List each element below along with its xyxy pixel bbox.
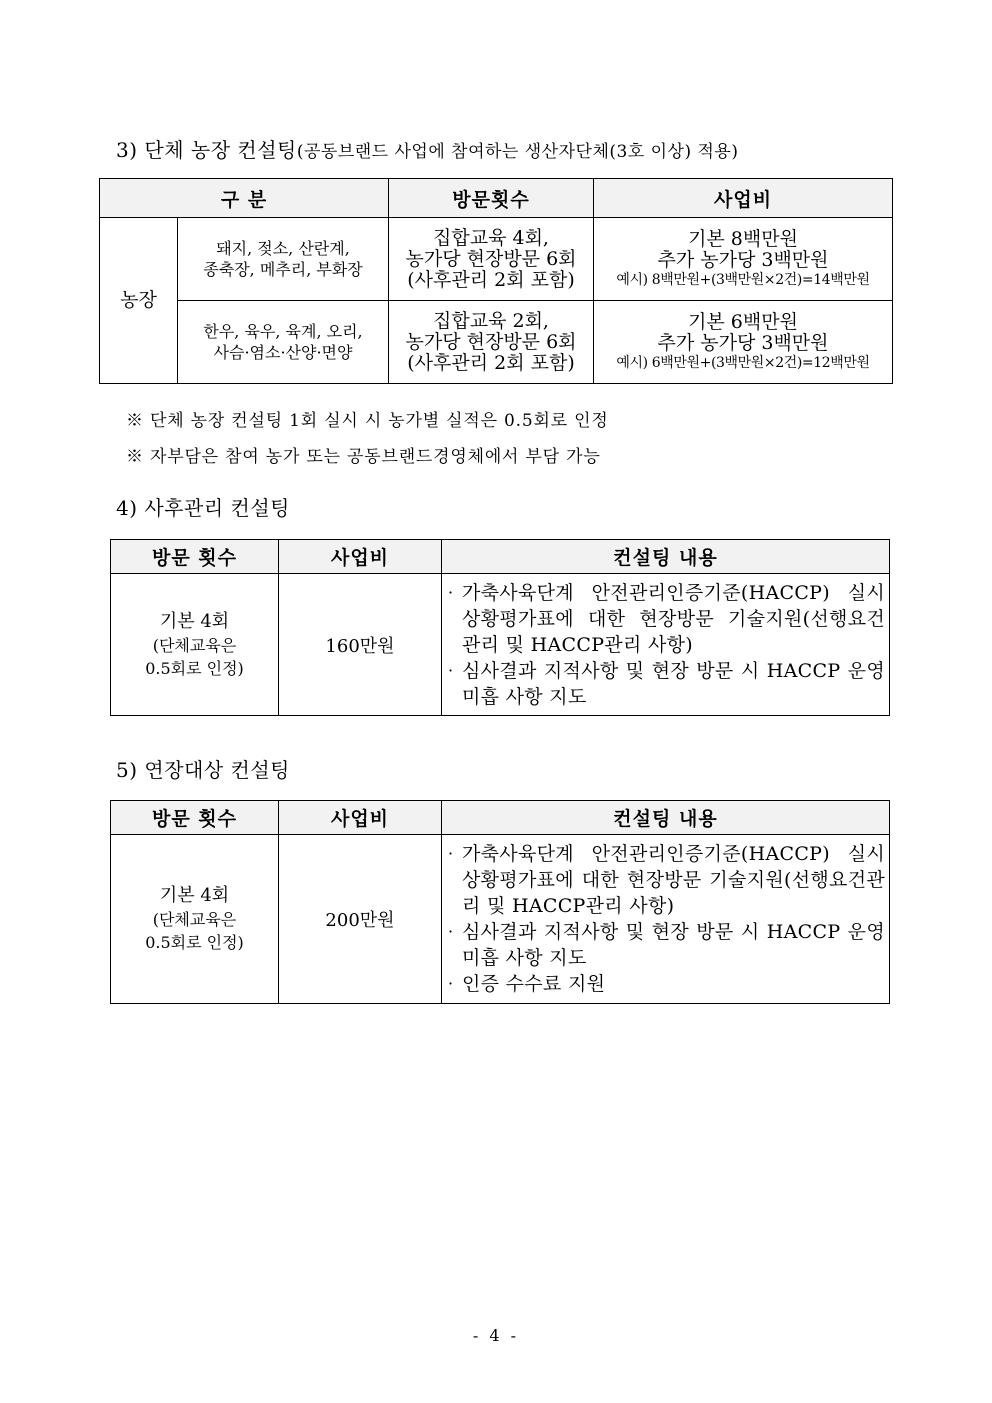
- farm-label: 농장: [100, 218, 178, 384]
- section4-title: 4) 사후관리 컨설팅: [116, 496, 290, 520]
- visits-cell: [389, 301, 594, 384]
- page-number: - 4 -: [472, 1326, 520, 1345]
- farm-category-line: 한우, 육우, 육계, 오리,: [203, 322, 363, 341]
- group-farm-consulting-table: [99, 178, 893, 384]
- cost-cell: [594, 218, 893, 301]
- aftercare-consulting-table: [110, 539, 890, 716]
- visits-note: (단체교육은: [152, 635, 237, 655]
- header-content: 컨설팅 내용: [442, 801, 890, 835]
- visits-line: (사후관리 2회 포함): [407, 351, 575, 374]
- note-self-pay: ※ 자부담은 참여 농가 또는 공동브랜드경영체에서 부담 가능: [126, 447, 601, 467]
- table-row: [100, 301, 893, 384]
- visits-note: 0.5회로 인정): [145, 658, 244, 678]
- visits-line: 집합교육 2회,: [433, 309, 549, 332]
- table-header-row: [111, 801, 890, 835]
- section5-title: 5) 연장대상 컨설팅: [116, 758, 290, 782]
- header-cost: 사업비: [594, 179, 893, 218]
- list-item: · 심사결과 지적사항 및 현장 방문 시 HACCP 운영 미흡 사항 지도: [448, 919, 885, 971]
- cost-line: 기본 8백만원: [688, 228, 798, 250]
- section3-title-paren: (공동브랜드 사업에 참여하는 생산자단체(3호 이상) 적용): [296, 142, 739, 162]
- content-cell: [442, 574, 890, 716]
- cost-cell: 160만원: [279, 574, 442, 716]
- farm-category-line: 종축장, 메추리, 부화장: [203, 260, 363, 279]
- section3-title: [116, 134, 739, 163]
- content-list: [442, 839, 889, 999]
- visits-cell: [111, 835, 279, 1004]
- header-visits: 방문횟수: [389, 179, 594, 218]
- visits-line: 기본 4회: [159, 610, 230, 632]
- header-visits: 방문 횟수: [111, 801, 279, 835]
- cost-line: 추가 농가당 3백만원: [657, 332, 829, 354]
- table-row: [111, 574, 890, 716]
- visits-line: 농가당 현장방문 6회: [405, 247, 577, 270]
- cost-cell: 200만원: [279, 835, 442, 1004]
- table-row: [111, 835, 890, 1004]
- visits-line: 농가당 현장방문 6회: [405, 330, 577, 353]
- header-content: 컨설팅 내용: [442, 540, 890, 574]
- farm-category-cell: [178, 218, 389, 301]
- cost-example: 예시) 8백만원+(3백만원×2건)=14백만원: [616, 272, 870, 288]
- visits-cell: [389, 218, 594, 301]
- table-header-row: [111, 540, 890, 574]
- list-item: · 인증 수수료 지원: [448, 971, 885, 997]
- section3-title-main: 3) 단체 농장 컨설팅: [116, 138, 297, 162]
- table-row: [100, 218, 893, 301]
- farm-category-line: 돼지, 젖소, 산란계,: [216, 239, 350, 258]
- header-cost: 사업비: [279, 540, 442, 574]
- visits-line: (사후관리 2회 포함): [407, 268, 575, 291]
- content-list: [442, 578, 889, 712]
- content-cell: [442, 835, 890, 1004]
- cost-example: 예시) 6백만원+(3백만원×2건)=12백만원: [616, 355, 870, 371]
- visits-note: 0.5회로 인정): [145, 933, 244, 952]
- cost-cell: [594, 301, 893, 384]
- header-category: 구 분: [100, 179, 389, 218]
- header-cost: 사업비: [279, 801, 442, 835]
- extension-consulting-table: [110, 800, 890, 1004]
- list-item: · 가축사육단계 안전관리인증기준(HACCP) 실시 상황평가표에 대한 현장방문 기술지원(선행요건 관리 및 HACCP관리 사항): [448, 580, 885, 658]
- cost-line: 기본 6백만원: [688, 311, 798, 333]
- visits-line: 집합교육 4회,: [433, 226, 549, 249]
- visits-cell: [111, 574, 279, 716]
- visits-line: 기본 4회: [159, 885, 230, 906]
- header-visits: 방문 횟수: [111, 540, 279, 574]
- farm-category-cell: [178, 301, 389, 384]
- farm-category-line: 사슴·염소·산양·면양: [213, 343, 353, 362]
- cost-line: 추가 농가당 3백만원: [657, 249, 829, 271]
- list-item: · 가축사육단계 안전관리인증기준(HACCP) 실시 상황평가표에 대한 현장방문 기술지원(선행요건관리 및 HACCP관리 사항): [448, 841, 885, 919]
- note-performance: ※ 단체 농장 컨설팅 1회 실시 시 농가별 실적은 0.5회로 인정: [126, 411, 609, 431]
- list-item: · 심사결과 지적사항 및 현장 방문 시 HACCP 운영 미흡 사항 지도: [448, 658, 885, 710]
- visits-note: (단체교육은: [152, 910, 237, 929]
- table-header-row: [100, 179, 893, 218]
